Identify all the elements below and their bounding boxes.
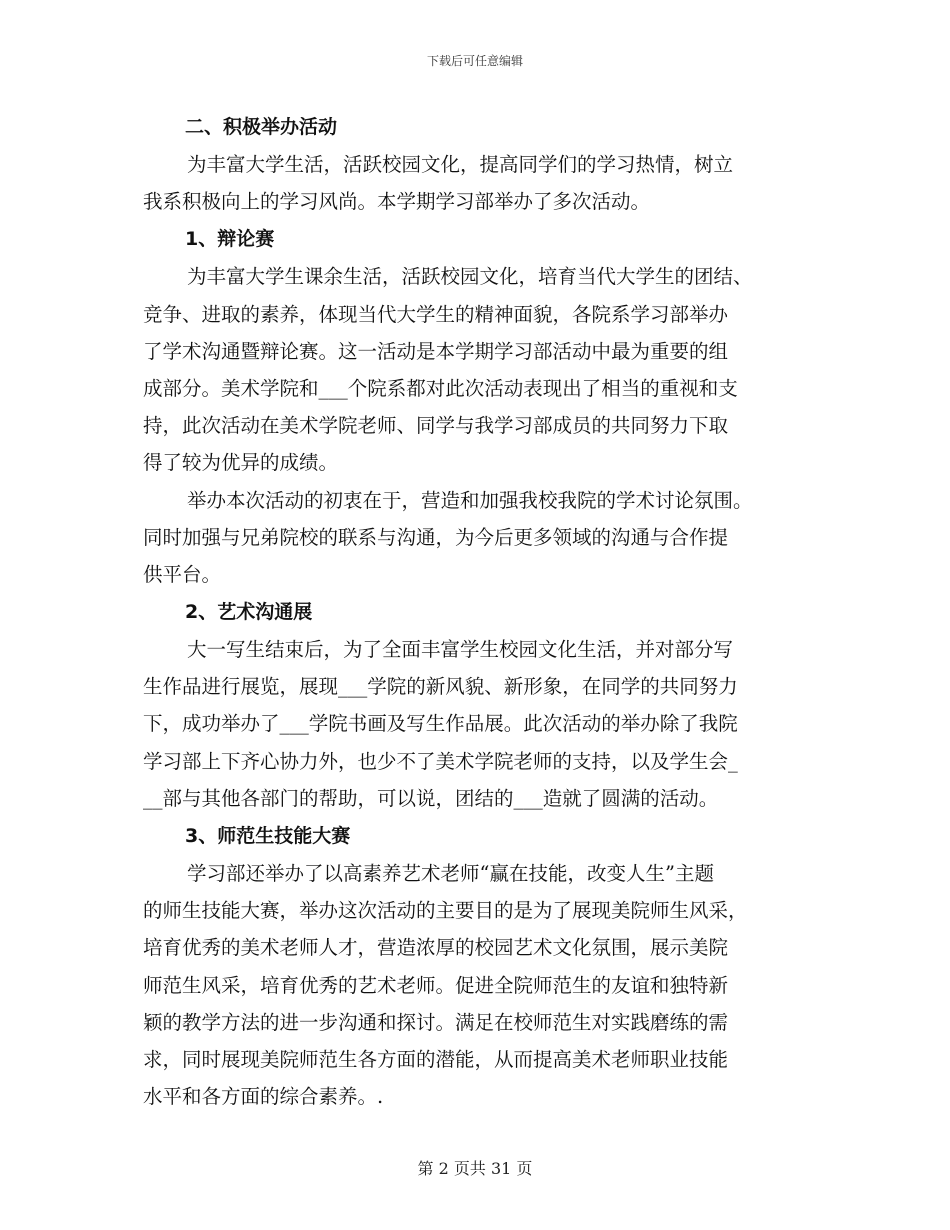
- text-line: 求，同时展现美院师范生各方面的潜能，从而提高美术老师职业技能: [143, 1047, 729, 1071]
- section-heading: 3、师范生技能大赛: [185, 825, 351, 847]
- text-line: 举办本次活动的初衷在于，营造和加强我校我院的学术讨论氛围。: [187, 488, 753, 512]
- text-line: 得了较为优异的成绩。: [143, 451, 339, 475]
- text-line: 为丰富大学生活，活跃校园文化，提高同学们的学习热情，树立: [187, 153, 734, 176]
- section-heading: 二、积极举办活动: [185, 116, 338, 138]
- paragraph: [143, 855, 808, 1115]
- page-header: 下载后可任意编辑: [426, 54, 523, 68]
- text-line: __部与其他各部门的帮助，可以说，团结的___造就了圆满的活动。: [143, 786, 719, 810]
- text-line: 成部分。美术学院和___个院系都对此次活动表现出了相当的重视和支: [143, 376, 738, 400]
- text-line: 同时加强与兄弟院校的联系与沟通，为今后更多领域的沟通与合作提: [143, 525, 729, 549]
- paragraph: [143, 482, 808, 594]
- text-line: 我系积极向上的学习风尚。本学期学习部举办了多次活动。: [143, 190, 651, 214]
- text-line: 师范生风采，培育优秀的艺术老师。促进全院师范生的友谊和独特新: [143, 973, 729, 997]
- text-line: 下，成功举办了___学院书画及写生作品展。此次活动的举办除了我院: [143, 712, 738, 736]
- text-line: 了学术沟通暨辩论赛。这一活动是本学期学习部活动中最为重要的组: [143, 339, 729, 363]
- text-line: 的师生技能大赛，举办这次活动的主要目的是为了展现美院师生风采，: [143, 899, 748, 923]
- paragraph: [143, 258, 808, 481]
- text-line: 水平和各方面的综合素养。.: [143, 1085, 384, 1109]
- page-number: 第 2 页共 31 页: [417, 1159, 533, 1178]
- text-line: 持，此次活动在美术学院老师、同学与我学习部成员的共同努力下取: [143, 414, 729, 438]
- section-heading: 2、艺术沟通展: [185, 601, 313, 624]
- text-line: 培育优秀的美术老师人才，营造浓厚的校园艺术文化氛围，展示美院: [143, 936, 729, 960]
- document-body: [143, 108, 808, 1115]
- text-line: 生作品进行展览，展现___学院的新风貌、新形象，在同学的共同努力: [143, 675, 738, 699]
- paragraph: [143, 146, 808, 220]
- text-line: 学习部还举办了以高素养艺术老师“赢在技能，改变人生”主题: [187, 862, 714, 885]
- text-line: 大一写生结束后，为了全面丰富学生校园文化生活，并对部分写: [187, 638, 734, 662]
- text-line: 为丰富大学生课余生活，活跃校园文化，培育当代大学生的团结、: [187, 265, 753, 289]
- text-line: 颖的教学方法的进一步沟通和探讨。满足在校师范生对实践磨练的需: [143, 1010, 729, 1034]
- text-line: 供平台。: [143, 562, 222, 586]
- text-line: 竞争、进取的素养，体现当代大学生的精神面貌，各院系学习部举办: [143, 302, 729, 326]
- paragraph: [143, 631, 808, 817]
- text-line: 学习部上下齐心协力外，也少不了美术学院老师的支持，以及学生会_: [143, 749, 738, 773]
- section-heading: 1、辩论赛: [185, 228, 275, 251]
